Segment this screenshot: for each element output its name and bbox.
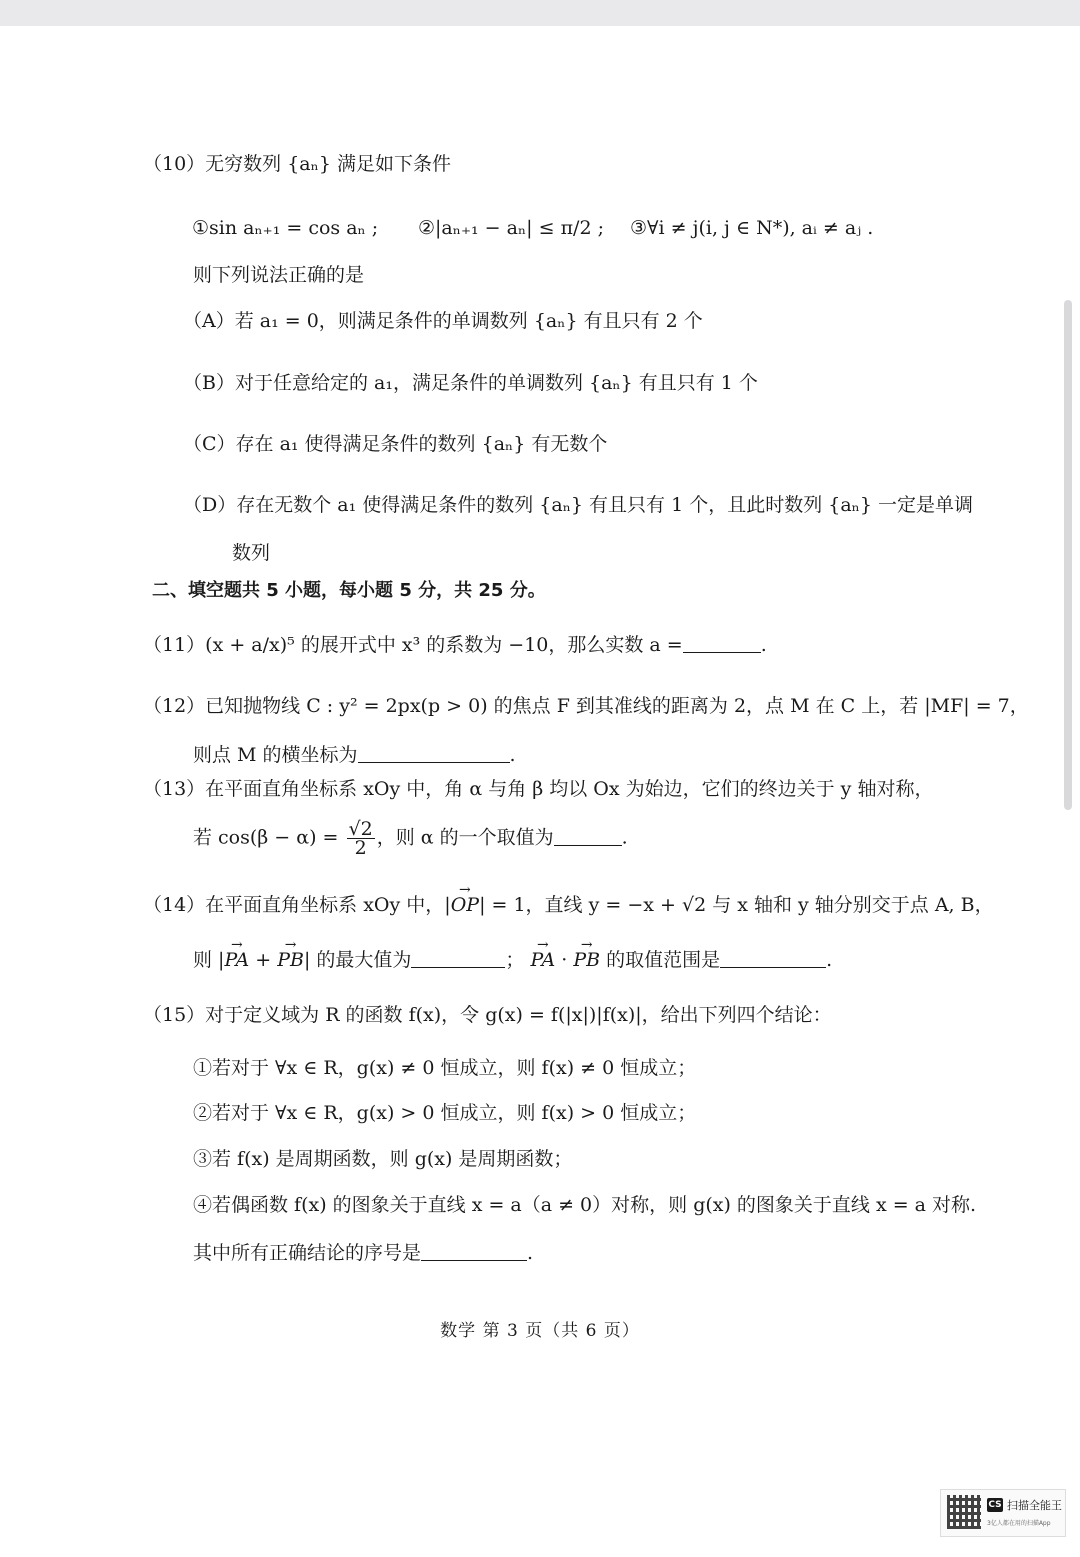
q10-option-d: （D）存在无数个 a₁ 使得满足条件的数列 {aₙ} 有且只有 1 个，且此时数列 {aₙ} 一定是单调: [183, 494, 974, 516]
q13-line2: 若 cos(β − α) = $\frac{√2}{2}$ ，则 α 的一个取值为 .: [193, 818, 628, 859]
q13-fraction-denominator: 2: [354, 837, 367, 859]
q13-fraction: [347, 820, 375, 857]
vector-pa: → PA: [224, 947, 249, 973]
q13-line2-end: ，则 α 的一个取值为: [376, 826, 554, 849]
q11: （11）(x + a/x)⁵ 的展开式中 x³ 的系数为 −10，那么实数 a = .: [143, 634, 767, 656]
q11-text: （11）(x + a/x)⁵ 的展开式中 x³ 的系数为 −10，那么实数 a =: [143, 634, 683, 656]
q12-answer-blank[interactable]: [358, 744, 510, 763]
q10-option-d-continued: 数列: [232, 542, 271, 564]
vector-pb-2: → PB: [573, 947, 600, 973]
q13-fraction-numerator: √2: [348, 818, 373, 840]
q14-line1-start: （14）在平面直角坐标系 xOy 中，|: [143, 894, 451, 916]
scrollbar[interactable]: [1064, 300, 1072, 810]
q10-option-c: （C）存在 a₁ 使得满足条件的数列 {aₙ} 有无数个: [183, 433, 608, 455]
q12-line1: （12）已知抛物线 C : y² = 2px(p > 0) 的焦点 F 到其准线的距离为 2，点 M 在 C 上，若 |MF| = 7，: [143, 695, 1029, 717]
page-footer: 数学 第 3 页（共 6 页）: [440, 1321, 640, 1341]
q10-condition-3: ③∀i ≠ j(i, j ∈ N*), aᵢ ≠ aⱼ .: [630, 217, 874, 239]
q15-ask-text: 其中所有正确结论的序号是: [193, 1242, 422, 1264]
q13-line1: （13）在平面直角坐标系 xOy 中，角 α 与角 β 均以 Ox 为始边，它们的终边关于 y 轴对称，: [143, 778, 934, 800]
q12-line2: 则点 M 的横坐标为 .: [193, 744, 516, 766]
vector-pb: → PB: [277, 947, 304, 973]
q14-line2-start: 则 |: [193, 949, 225, 971]
qr-code-icon: [947, 1495, 981, 1529]
q14-line1: [143, 892, 994, 918]
q10-condition-1: ①sin aₙ₊₁ = cos aₙ ;: [192, 217, 379, 239]
q10-option-a: （A）若 a₁ = 0，则满足条件的单调数列 {aₙ} 有且只有 2 个: [183, 310, 703, 332]
top-bar: [0, 0, 1080, 26]
q13-answer-blank[interactable]: [554, 827, 622, 846]
q14-line2-mid: | 的最大值为: [303, 949, 412, 971]
q14-line2-end: 的取值范围是: [600, 949, 721, 971]
q15-conclusion-2: ②若对于 ∀x ∈ R，g(x) > 0 恒成立，则 f(x) > 0 恒成立；: [193, 1102, 697, 1124]
watermark-app-name: 扫描全能王: [1007, 1499, 1062, 1512]
q10-stem: （10）无穷数列 {aₙ} 满足如下条件: [143, 153, 451, 175]
q13-line2-start: 若 cos(β − α) =: [193, 826, 339, 849]
q14-line2: 则 |→ PA + → PB| 的最大值为 ； → PA · → PB 的取值范围是 .: [193, 947, 832, 973]
vector-pa-2: → PA: [530, 947, 555, 973]
scanner-watermark: [940, 1489, 1066, 1537]
q10-prompt: 则下列说法正确的是: [193, 264, 365, 286]
q10-condition-2: ②|aₙ₊₁ − aₙ| ≤ π/2 ;: [418, 217, 604, 239]
q15-stem: （15）对于定义域为 R 的函数 f(x)，令 g(x) = f(|x|)|f(x)|，给出下列四个结论：: [143, 1004, 832, 1026]
q14-answer-blank-1[interactable]: [411, 949, 505, 968]
q14-plus: +: [249, 949, 278, 971]
q15-conclusion-1: ①若对于 ∀x ∈ R，g(x) ≠ 0 恒成立，则 f(x) ≠ 0 恒成立；: [193, 1057, 697, 1079]
camscanner-logo-icon: CS: [988, 1500, 1002, 1510]
section-heading: 二、填空题共 5 小题，每小题 5 分，共 25 分。: [152, 580, 546, 601]
q15-conclusion-4: ④若偶函数 f(x) 的图象关于直线 x = a（a ≠ 0）对称，则 g(x) 的图象关于直线 x = a 对称.: [193, 1194, 977, 1216]
q14-semicolon: ；: [505, 949, 525, 971]
q12-line2-text: 则点 M 的横坐标为: [193, 744, 358, 766]
q15-answer-blank[interactable]: [421, 1242, 527, 1261]
q11-answer-blank[interactable]: [683, 634, 761, 653]
vector-op: → OP: [451, 892, 479, 918]
watermark-subtitle: 3亿人都在用的扫描App: [987, 1520, 1051, 1527]
q14-dot: ·: [555, 949, 574, 971]
q10-option-b: （B）对于任意给定的 a₁，满足条件的单调数列 {aₙ} 有且只有 1 个: [183, 372, 758, 394]
q14-answer-blank-2[interactable]: [720, 949, 826, 968]
q14-line1-end: | = 1，直线 y = −x + √2 与 x 轴和 y 轴分别交于点 A, B，: [479, 894, 994, 916]
q15-conclusion-3: ③若 f(x) 是周期函数，则 g(x) 是周期函数；: [193, 1148, 573, 1170]
q15-ask: 其中所有正确结论的序号是 .: [193, 1242, 534, 1264]
